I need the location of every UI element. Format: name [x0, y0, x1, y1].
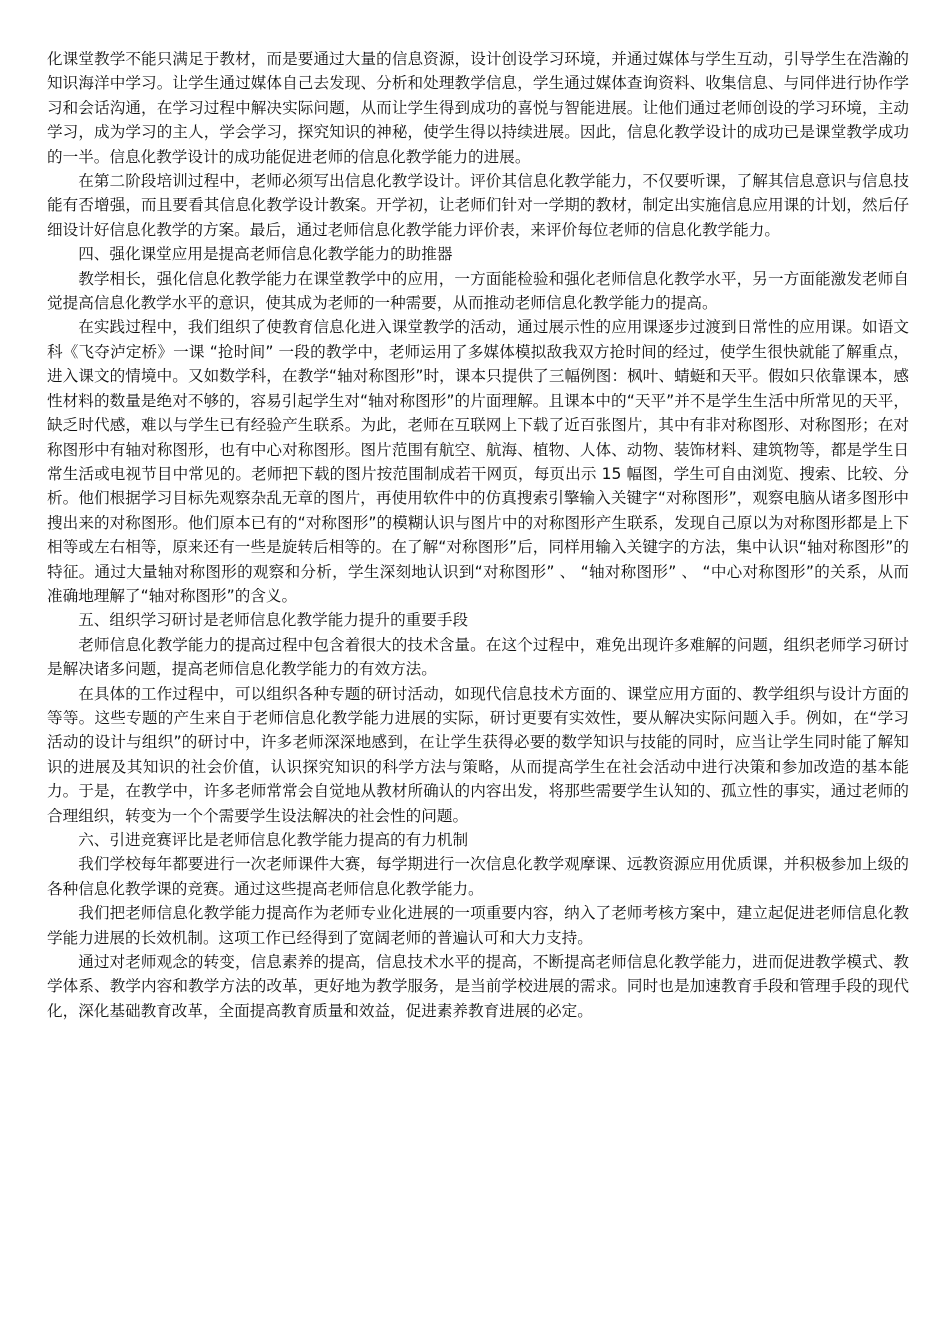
paragraph: 我们学校每年都要进行一次老师课件大赛，每学期进行一次信息化教学观摩课、远教资源应用优质课，并积极参加上级的各种信息化教学课的竞赛。通过这些提高老师信息化教学能力。 — [47, 855, 909, 898]
paragraph: 在第二阶段培训过程中，老师必须写出信息化教学设计。评价其信息化教学能力，不仅要听课，了解其信息意识与信息技能有否增强，而且要看其信息化教学设计教案。开学初，让老师们针对一学期的教材，制定出实施信息应用课的计划，然后仔细设计好信息化教学的方案。最后，通过老师信息化教学能力评价表，来评价每位老师的信息化教学能力。 — [47, 172, 909, 239]
section-heading: 六、引进竞赛评比是老师信息化教学能力提高的有力机制 — [78, 831, 469, 849]
paragraph-continuation: 化课堂教学不能只满足于教材，而是要通过大量的信息资源，设计创设学习环境，并通过媒体与学生互动，引导学生在浩瀚的知识海洋中学习。让学生通过媒体自己去发现、分析和处理教学信息，学生通过媒体查询资料、收集信息、与同伴进行协作学习和会话沟通，在学习过程中解决实际问题，从而让学生得到成功的喜悦与智能进展。让他们通过老师创设的学习环境，主动学习，成为学习的主人，学会学习，探究知识的神秘，使学生得以持续进展。因此，信息化教学设计的成功已是课堂教学成功的一半。信息化教学设计的成功能促进老师的信息化教学能力的进展。 — [47, 50, 909, 166]
paragraph: 教学相长，强化信息化教学能力在课堂教学中的应用，一方面能检验和强化老师信息化教学水平，另一方面能激发老师自觉提高信息化教学水平的意识，使其成为老师的一种需要，从而推动老师信息化教学能力的提高。 — [47, 269, 909, 313]
section-heading: 四、强化课堂应用是提高老师信息化教学能力的助推器 — [78, 245, 453, 264]
document-page — [47, 47, 909, 1023]
paragraph: 在具体的工作过程中，可以组织各种专题的研讨活动，如现代信息技术方面的、课堂应用方面的、教学组织与设计方面的等等。这些专题的产生来自于老师信息化教学能力进展的实际，研讨更要有实效性，要从解决实际问题入手。例如，在“学习活动的设计与组织”的研讨中，许多老师深深地感到，在让学生获得必要的数学知识与技能的同时，应当让学生同时能了解知识的进展及其知识的社会价值，认识探究知识的科学方法与策略，从而提高学生在社会活动中进行决策和参加改造的基本能力。于是，在教学中，许多老师常常会自觉地从教材所确认的内容出发，将那些需要学生认知的、孤立性的事实，通过老师的合理组织，转变为一个个需要学生设法解决的社会性的问题。 — [47, 684, 909, 825]
paragraph: 我们把老师信息化教学能力提高作为老师专业化进展的一项重要内容，纳入了老师考核方案中，建立起促进老师信息化教学能力进展的长效机制。这项工作已经得到了宽阔老师的普遍认可和大力支持。 — [47, 904, 909, 947]
section-heading: 五、组织学习研讨是老师信息化教学能力提升的重要手段 — [78, 611, 469, 630]
paragraph: 通过对老师观念的转变，信息素养的提高，信息技术水平的提高，不断提高老师信息化教学能力，进而促进教学模式、教学体系、教学内容和教学方法的改革，更好地为教学服务，是当前学校进展的需求。同时也是加速教育手段和管理手段的现代化，深化基础教育改革，全面提高教育质量和效益，促进素养教育进展的必定。 — [47, 953, 909, 1020]
paragraph: 在实践过程中，我们组织了使教育信息化进入课堂教学的活动，通过展示性的应用课逐步过渡到日常性的应用课。如语文科《飞夺泸定桥》一课 “抢时间” 一段的教学中，老师运用了多媒体模拟敌我双方抢时间的经过，使学生很快就能了解重点，进入课文的情境中。又如数学科，在教学“轴对称图形”时，课本只提供了三幅例图：枫叶、蜻蜓和天平。假如只依靠课本，感性材料的数量是绝对不够的，容易引起学生对“轴对称图形”的片面理解。且课本中的“天平”并不是学生生活中所常见的天平，缺乏时代感，难以与学生已有经验产生联系。为此，老师在互联网上下载了近百张图片，其中有非对称图形、对称图形；在对称图形中有轴对称图形，也有中心对称图形。图片范围有航空、航海、植物、人体、动物、装饰材料、建筑物等，都是学生日常生活或电视节目中常见的。老师把下载的图片按范围制成若干网页，每页出示 15 幅图，学生可自由浏览、搜索、比较、分析。他们根据学习目标先观察杂乱无章的图片，再使用软件中的仿真搜索引擎输入关键字“对称图形”，观察电脑从诸多图形中搜出来的对称图形。他们原本已有的“对称图形”的模糊认识与图片中的对称图形产生联系，发现自己原以为对称图形都是上下相等或左右相等，原来还有一些是旋转后相等的。在了解“对称图形”后，同样用输入关键字的方法，集中认识“轴对称图形”的特征。通过大量轴对称图形的观察和分析，学生深刻地认识到“对称图形” 、 “轴对称图形” 、 “中心对称图形”的关系，从而准确地理解了“轴对称图形”的含义。 — [47, 318, 909, 605]
paragraph: 老师信息化教学能力的提高过程中包含着很大的技术含量。在这个过程中，难免出现许多难解的问题，组织老师学习研讨是解决诸多问题，提高老师信息化教学能力的有效方法。 — [47, 635, 909, 679]
